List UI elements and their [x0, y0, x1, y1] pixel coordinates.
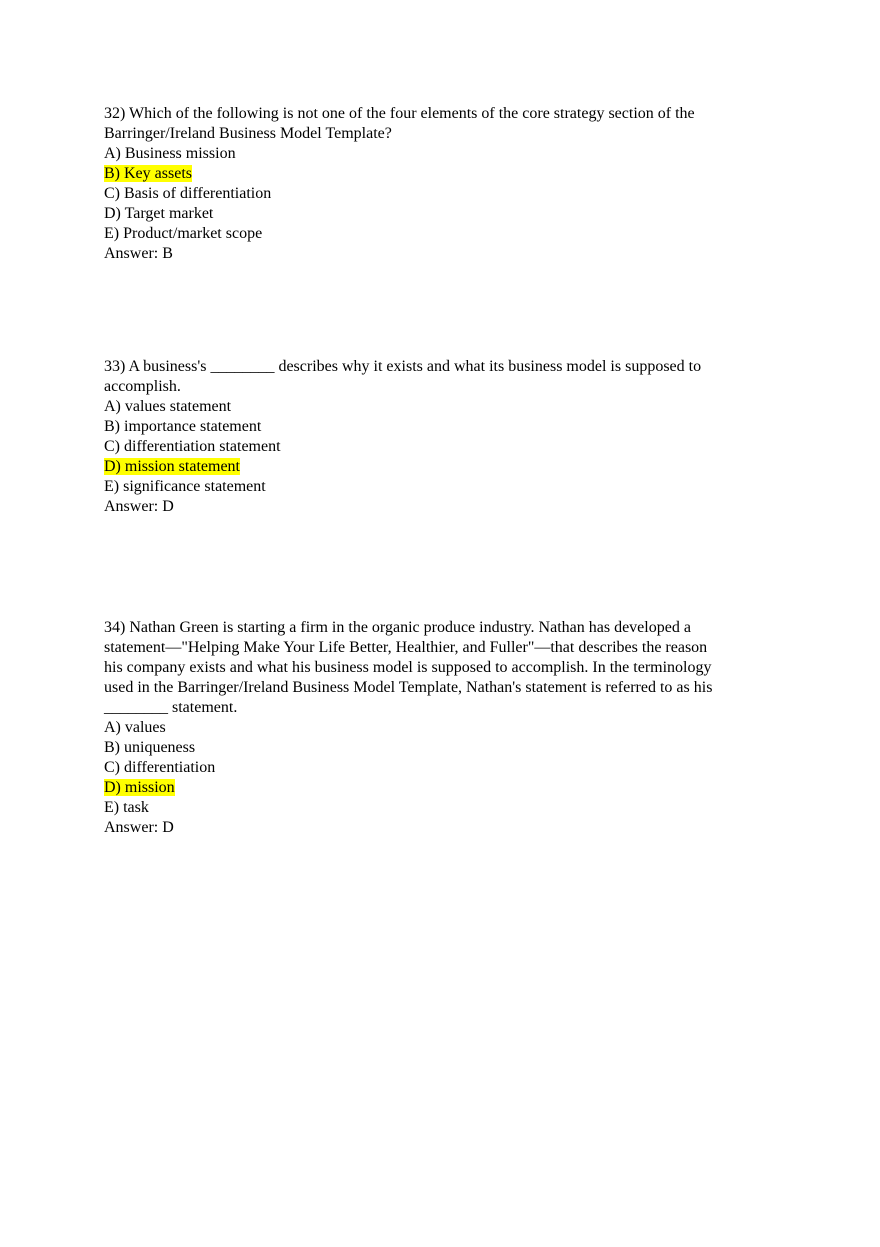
- answer-line: Answer: D: [104, 819, 174, 836]
- option-d: [104, 457, 768, 477]
- option-e: [104, 798, 768, 818]
- option-c: [104, 184, 768, 204]
- option-a: [104, 718, 768, 738]
- option-c-text: C) differentiation statement: [104, 438, 281, 455]
- option-d: [104, 204, 768, 224]
- question-33: [104, 357, 768, 517]
- option-a-text: A) Business mission: [104, 145, 236, 162]
- question-stem-line: his company exists and what his business model is supposed to accomplish. In the terminology: [104, 659, 712, 676]
- question-stem-line: 34) Nathan Green is starting a firm in the organic produce industry. Nathan has developed a: [104, 619, 691, 636]
- question-stem-line: 33) A business's ________ describes why it exists and what its business model is supposed to: [104, 358, 702, 375]
- question-stem-line: statement—"Helping Make Your Life Better, Healthier, and Fuller"—that describes the reason: [104, 639, 708, 656]
- question-32: [104, 104, 768, 264]
- option-a-text: A) values statement: [104, 398, 232, 415]
- option-e: [104, 224, 768, 244]
- option-b: [104, 164, 768, 184]
- option-d-text: D) Target market: [104, 205, 214, 222]
- option-a: [104, 397, 768, 417]
- question-stem-line: 32) Which of the following is not one of the four elements of the core strategy section of the: [104, 105, 695, 122]
- question-stem-line: accomplish.: [104, 378, 181, 395]
- option-c-text: C) differentiation: [104, 759, 216, 776]
- answer-line: Answer: D: [104, 498, 174, 515]
- question-34: [104, 618, 768, 838]
- option-d-highlighted-text: D) mission statement: [104, 458, 240, 475]
- question-stem-line: Barringer/Ireland Business Model Template?: [104, 125, 392, 142]
- option-e-text: E) Product/market scope: [104, 225, 263, 242]
- option-e: [104, 477, 768, 497]
- question-stem-line: ________ statement.: [104, 699, 238, 716]
- option-c: [104, 437, 768, 457]
- answer-line: Answer: B: [104, 245, 173, 262]
- option-b: [104, 738, 768, 758]
- option-c-text: C) Basis of differentiation: [104, 185, 272, 202]
- option-e-text: E) task: [104, 799, 149, 816]
- option-b-text: B) importance statement: [104, 418, 262, 435]
- option-d-highlighted-text: D) mission: [104, 779, 175, 796]
- option-a: [104, 144, 768, 164]
- option-c: [104, 758, 768, 778]
- option-e-text: E) significance statement: [104, 478, 266, 495]
- option-b-highlighted-text: B) Key assets: [104, 165, 192, 182]
- option-a-text: A) values: [104, 719, 166, 736]
- option-b-text: B) uniqueness: [104, 739, 196, 756]
- option-b: [104, 417, 768, 437]
- option-d: [104, 778, 768, 798]
- question-stem-line: used in the Barringer/Ireland Business Model Template, Nathan's statement is referred to as his: [104, 679, 713, 696]
